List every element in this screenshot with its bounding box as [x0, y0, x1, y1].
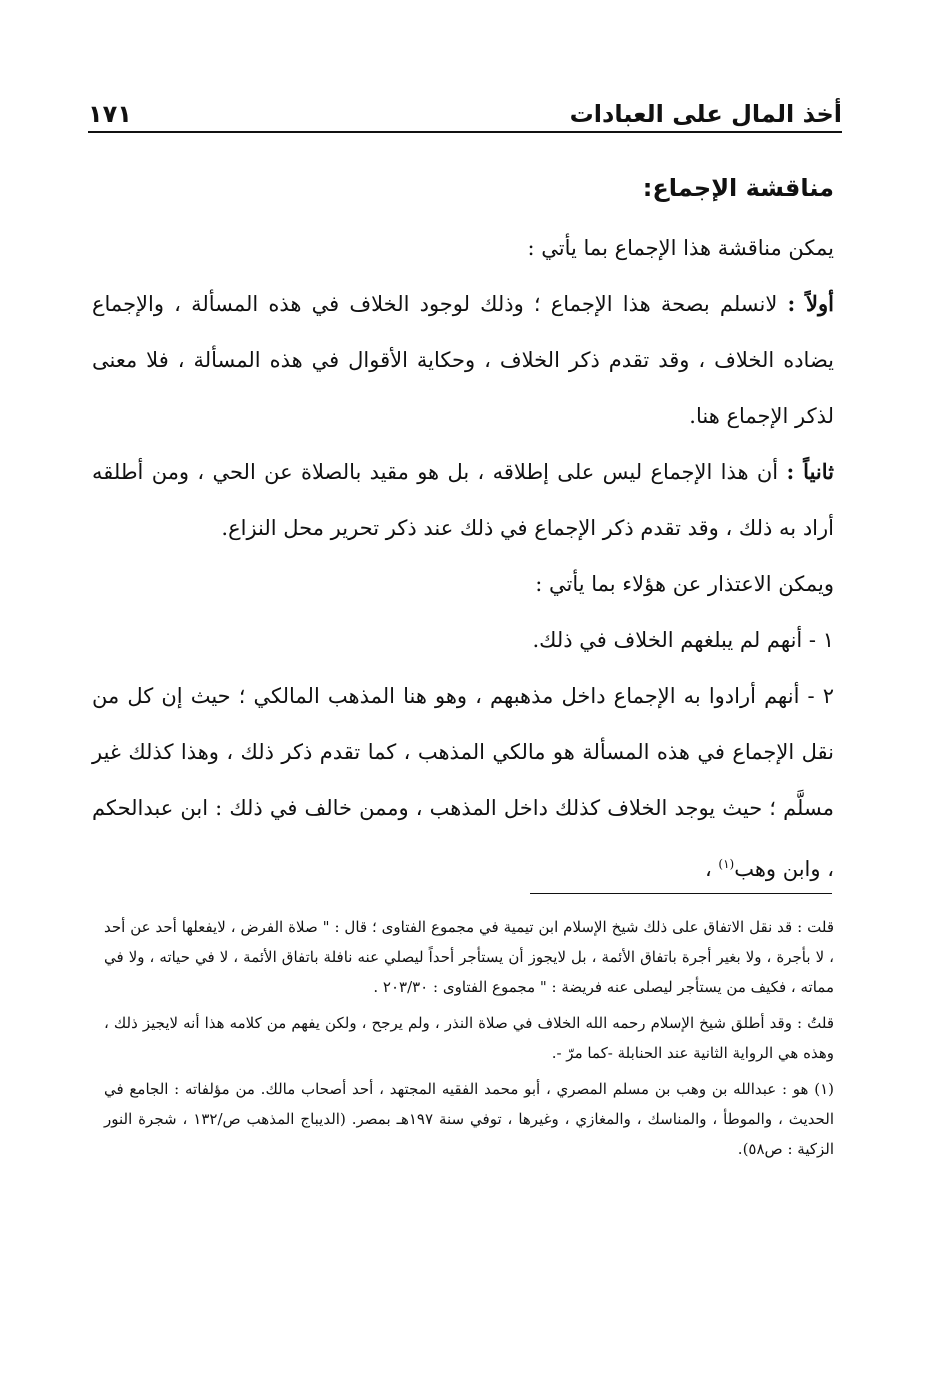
- first-point-text: لانسلم بصحة هذا الإجماع ؛ وذلك لوجود الخلاف في هذه المسألة ، والإجماع يضاده الخلاف ، وقد تقدم ذكر الخلاف ، وحكاية الأقوال في هذه المسألة ، فلا معنى لذكر الإجماع هنا.: [92, 291, 834, 428]
- footnote-ibn-taymiyyah: قلت : قد نقل الاتفاق على ذلك شيخ الإسلام ابن تيمية في مجموع الفتاوى ؛ قال : " صلاة الفرض ، لايفعلها أحد عن أحد ، لا بأجرة ، ولا بغير أجرة باتفاق الأئمة ، بل لايجوز أن يستأجر أحداً ليصلي عنه نافلة باتفاق الأئمة ، لا في حياته ، ولا في مماته ، فكيف من يستأجر ليصلى عنه فريضة : " مجموع الفتاوى : ٢٠٣/٣٠ .: [104, 918, 834, 996]
- running-header: [88, 88, 842, 128]
- first-point-paragraph: [92, 276, 834, 444]
- footnote-separator: [530, 893, 832, 894]
- footnotes: [104, 912, 834, 1170]
- running-header-title: أخذ المال على العبادات: [569, 100, 842, 128]
- main-text: [92, 172, 834, 897]
- footnote-author-remark: قلتُ : وقد أطلق شيخ الإسلام رحمه الله الخلاف في صلاة النذر ، ولم يرجح ، ولكن يفهم من كلامه هذا أنه لايجيز ذلك ، وهذه هي الرواية الثانية عند الحنابلة -كما مرّ -.: [104, 1014, 834, 1062]
- header-rule: [88, 131, 842, 133]
- excuse-intro-paragraph: ويمكن الاعتذار عن هؤلاء بما يأتي :: [535, 571, 834, 596]
- excuse-item-2-text: ٢ - أنهم أرادوا به الإجماع داخل مذهبهم ، وهو هنا المذهب المالكي ؛ حيث إن كل من نقل الإجماع في هذه المسألة هو مالكي المذهب ، كما تقدم ذكر ذلك ، وهذا كذلك غير مسلَّم ؛ حيث يوجد الخلاف كذلك داخل المذهب ، وممن خالف في ذلك : ابن عبدالحكم ، وابن وهب: [92, 683, 834, 881]
- section-heading: مناقشة الإجماع:: [642, 174, 834, 202]
- first-point-label: أولاً :: [787, 290, 835, 316]
- excuse-item-1: ١ - أنهم لم يبلغهم الخلاف في ذلك.: [532, 627, 834, 652]
- excuse-item-2-end: ،: [704, 856, 719, 881]
- footnote-1-ibn-wahb: (١) هو : عبدالله بن وهب بن مسلم المصري ، أبو محمد الفقيه المجتهد ، أحد أصحاب مالك. من مؤلفاته : الجامع في الحديث ، والموطأ ، والمناسك ، والمغازي ، وغيرها ، توفي سنة ١٩٧هـ بمصر. (الديباج المذهب ص/١٣٢ ، شجرة النور الزكية : ص٥٨).: [104, 1080, 834, 1158]
- second-point-label: ثانياً :: [786, 458, 835, 484]
- excuse-item-2: [92, 668, 834, 897]
- footnote-reference: (١): [718, 856, 735, 871]
- intro-paragraph: يمكن مناقشة هذا الإجماع بما يأتي :: [527, 235, 834, 260]
- second-point-paragraph: [92, 444, 834, 556]
- page-number: ١٧١: [88, 100, 132, 128]
- second-point-text: أن هذا الإجماع ليس على إطلاقه ، بل هو مقيد بالصلاة عن الحي ، ومن أطلقه أراد به ذلك ، وقد تقدم ذكر الإجماع في ذلك عند ذكر تحرير محل النزاع.: [92, 459, 834, 540]
